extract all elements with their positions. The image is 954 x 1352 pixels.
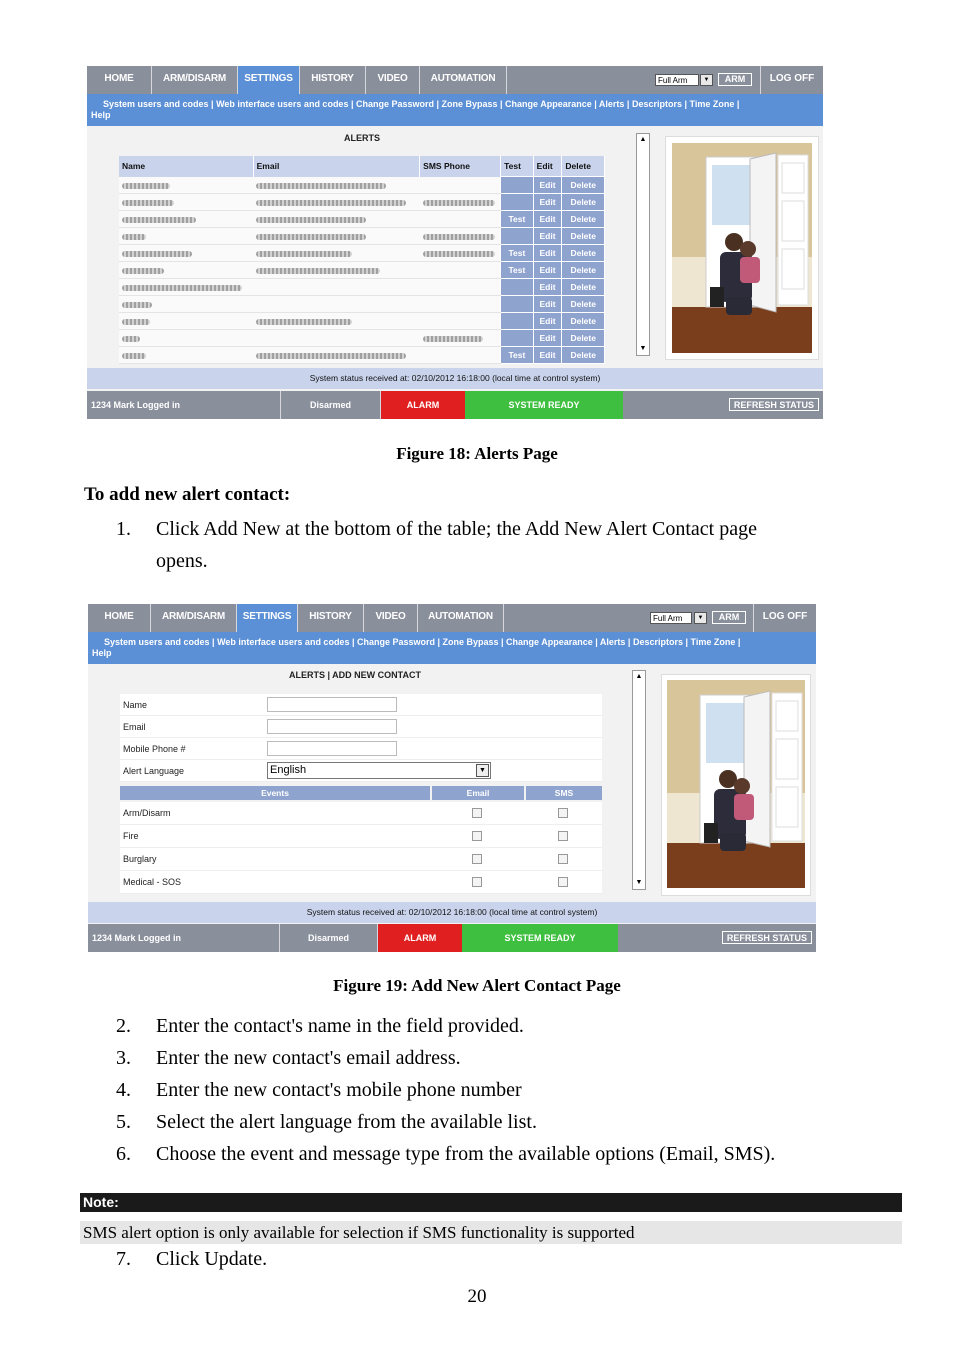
panel-title: ALERTS (344, 133, 380, 143)
mobile-row (120, 738, 602, 760)
refresh-status-button[interactable]: REFRESH STATUS (722, 931, 812, 944)
logged-in-user: 1234 Mark Logged in (87, 391, 281, 419)
tab-video[interactable]: VIDEO (366, 66, 420, 94)
name-input[interactable] (267, 697, 397, 712)
test-button (501, 313, 534, 330)
email-checkbox[interactable] (472, 808, 482, 818)
test-button (501, 228, 534, 245)
contact-name-cell (119, 262, 253, 279)
contact-email-cell (253, 262, 420, 279)
email-checkbox[interactable] (472, 831, 482, 841)
contact-name-cell (119, 211, 253, 228)
family-at-door-image (666, 137, 818, 359)
refresh-area (623, 391, 823, 419)
redacted-text (256, 353, 406, 359)
edit-button[interactable]: Edit (533, 296, 562, 313)
event-label: Burglary (123, 854, 157, 864)
test-button[interactable]: Test (501, 245, 534, 262)
redacted-text (122, 183, 170, 189)
test-button (501, 330, 534, 347)
contact-sms-cell (420, 228, 501, 245)
step-number: 5. (116, 1111, 131, 1133)
edit-button[interactable]: Edit (533, 313, 562, 330)
contact-email-cell (253, 330, 420, 347)
tab-home[interactable]: HOME (87, 66, 152, 94)
family-at-door-image (662, 675, 810, 895)
edit-button[interactable]: Edit (533, 245, 562, 262)
status-footer (87, 391, 823, 419)
step-text: Click Add New at the bottom of the table; the Add New Alert Contact page (156, 518, 757, 540)
test-button[interactable]: Test (501, 211, 534, 228)
redacted-text (256, 268, 380, 274)
contact-name-cell (119, 228, 253, 245)
event-row (120, 802, 602, 825)
contact-sms-cell (420, 279, 501, 296)
redacted-text (122, 302, 152, 308)
contact-name-cell (119, 313, 253, 330)
language-value: English (270, 764, 307, 776)
edit-button[interactable]: Edit (533, 177, 562, 194)
scroll-up-icon[interactable]: ▲ (639, 136, 647, 143)
col-name: Name (119, 156, 253, 177)
tab-history[interactable]: HISTORY (300, 66, 366, 94)
contact-name-cell (119, 177, 253, 194)
logged-in-user: 1234 Mark Logged in (88, 924, 280, 952)
refresh-area (618, 924, 816, 952)
figure-18-caption: Figure 18: Alerts Page (396, 444, 558, 463)
nav-controls (507, 66, 761, 94)
disarmed-status: Disarmed (281, 391, 381, 419)
event-label: Arm/Disarm (123, 808, 171, 818)
contact-email-cell (253, 194, 420, 211)
step-item (116, 1010, 896, 1042)
top-nav (88, 604, 816, 632)
step-item (116, 1042, 896, 1074)
step-number: 1. (116, 518, 131, 540)
arm-mode-select[interactable]: Full Arm (655, 74, 699, 86)
test-button (501, 194, 534, 211)
step-number: 3. (116, 1047, 131, 1069)
status-message: System status received at: 02/10/2012 16:18:00 (local time at control system) (88, 902, 816, 923)
redacted-text (423, 251, 495, 257)
step-item (116, 1106, 896, 1138)
step-text: Enter the new contact's email address. (156, 1047, 461, 1069)
table-header (119, 156, 605, 177)
step-number: 4. (116, 1079, 131, 1101)
nav-controls (504, 604, 754, 632)
edit-button[interactable]: Edit (533, 211, 562, 228)
sms-checkbox[interactable] (558, 854, 568, 864)
settings-links[interactable]: System users and codes | Web interface users and codes | Change Password | Zone Bypass | Change Appearance | Alerts | Descriptors | Time Zone | (103, 99, 740, 109)
table-row (119, 330, 605, 347)
tab-automation[interactable]: AUTOMATION (420, 66, 507, 94)
table-row (119, 245, 605, 262)
alarm-status: ALARM (381, 391, 465, 419)
arm-button[interactable]: ARM (718, 73, 752, 86)
contact-name-cell (119, 279, 253, 296)
table-row (119, 262, 605, 279)
contact-sms-cell (420, 262, 501, 279)
settings-subnav[interactable] (88, 632, 816, 664)
edit-button[interactable]: Edit (533, 279, 562, 296)
logoff-button[interactable]: LOG OFF (769, 73, 815, 84)
page-number: 20 (467, 1286, 487, 1307)
add-contact-form (120, 694, 602, 894)
tab-arm-disarm[interactable]: ARM/DISARM (152, 66, 238, 94)
tab-settings[interactable]: SETTINGS (237, 604, 298, 632)
redacted-text (423, 200, 495, 206)
contact-sms-cell (420, 194, 501, 211)
col-delete: Delete (562, 156, 605, 177)
scroll-down-icon[interactable]: ▼ (639, 345, 647, 352)
contact-email-cell (253, 279, 420, 296)
delete-button[interactable]: Delete (562, 330, 605, 347)
mobile-input[interactable] (267, 741, 397, 756)
delete-button[interactable]: Delete (562, 347, 605, 364)
test-button (501, 279, 534, 296)
delete-button[interactable]: Delete (562, 296, 605, 313)
chevron-down-icon[interactable]: ▼ (476, 764, 489, 777)
contact-email-cell (253, 296, 420, 313)
alerts-table (119, 156, 605, 364)
email-row (120, 716, 602, 738)
contact-email-cell (253, 228, 420, 245)
step-text: Click Update. (156, 1248, 268, 1270)
email-input[interactable] (267, 719, 397, 734)
table-row (119, 296, 605, 313)
system-ready-status: SYSTEM READY (462, 924, 618, 952)
contact-name-cell (119, 194, 253, 211)
family-photo (665, 136, 819, 360)
step-item (116, 1074, 896, 1106)
redacted-text (122, 268, 164, 274)
tab-arm-disarm[interactable]: ARM/DISARM (151, 604, 237, 632)
contact-sms-cell (420, 313, 501, 330)
tab-video[interactable]: VIDEO (364, 604, 418, 632)
event-label: Medical - SOS (123, 877, 182, 887)
contact-sms-cell (420, 330, 501, 347)
scroll-down-icon[interactable]: ▼ (635, 879, 643, 886)
col-edit: Edit (533, 156, 562, 177)
figure-19-screenshot (88, 604, 816, 952)
table-row (119, 211, 605, 228)
test-button[interactable]: Test (501, 262, 534, 279)
redacted-text (122, 217, 196, 223)
redacted-text (122, 336, 140, 342)
edit-button[interactable]: Edit (533, 262, 562, 279)
contact-sms-cell (420, 296, 501, 313)
step-1 (116, 513, 876, 577)
edit-button[interactable]: Edit (533, 330, 562, 347)
contact-sms-cell (420, 245, 501, 262)
contact-email-cell (253, 177, 420, 194)
panel-title: ALERTS | ADD NEW CONTACT (289, 670, 422, 680)
step-number: 2. (116, 1015, 131, 1037)
edit-button[interactable]: Edit (533, 228, 562, 245)
redacted-text (122, 353, 146, 359)
disarmed-status: Disarmed (280, 924, 378, 952)
redacted-text (122, 200, 174, 206)
redacted-text (122, 251, 192, 257)
mobile-label: Mobile Phone # (123, 744, 186, 754)
delete-button[interactable]: Delete (562, 194, 605, 211)
col-sms-phone: SMS Phone (420, 156, 501, 177)
name-label: Name (123, 700, 148, 710)
form-scrollbar[interactable] (632, 670, 646, 890)
table-row (119, 177, 605, 194)
contact-sms-cell (420, 211, 501, 228)
table-row (119, 313, 605, 330)
redacted-text (256, 319, 352, 325)
step-text-continued: opens. (156, 550, 208, 572)
contact-email-cell (253, 313, 420, 330)
redacted-text (256, 251, 352, 257)
sms-checkbox[interactable] (558, 808, 568, 818)
delete-button[interactable]: Delete (562, 177, 605, 194)
arm-button[interactable]: ARM (712, 611, 746, 624)
chevron-down-icon[interactable]: ▼ (700, 74, 713, 86)
scroll-up-icon[interactable]: ▲ (635, 673, 643, 680)
redacted-text (423, 234, 495, 240)
status-message: System status received at: 02/10/2012 16:18:00 (local time at control system) (87, 368, 823, 389)
contact-name-cell (119, 245, 253, 262)
delete-button[interactable]: Delete (562, 313, 605, 330)
arm-mode-select[interactable]: Full Arm (650, 612, 692, 624)
status-footer (88, 924, 816, 952)
contact-email-cell (253, 211, 420, 228)
help-link[interactable]: Help (92, 648, 112, 658)
section-heading: To add new alert contact: (84, 484, 291, 505)
email-checkbox[interactable] (472, 854, 482, 864)
system-ready-status: SYSTEM READY (465, 391, 623, 419)
delete-button[interactable]: Delete (562, 279, 605, 296)
events-header: Events (120, 786, 430, 800)
language-label: Alert Language (123, 766, 185, 776)
delete-button[interactable]: Delete (562, 211, 605, 228)
figure-19-caption: Figure 19: Add New Alert Contact Page (333, 976, 621, 995)
col-test: Test (501, 156, 534, 177)
email-col-header: Email (432, 786, 524, 800)
redacted-text (423, 336, 483, 342)
redacted-text (122, 234, 146, 240)
contact-email-cell (253, 245, 420, 262)
figure-18-screenshot (87, 66, 823, 419)
sms-col-header: SMS (526, 786, 602, 800)
redacted-text (256, 234, 366, 240)
tab-history[interactable]: HISTORY (298, 604, 364, 632)
step-number: 6. (116, 1143, 131, 1165)
logoff-button[interactable]: LOG OFF (762, 611, 808, 622)
redacted-text (122, 319, 150, 325)
table-row (119, 194, 605, 211)
step-text: Enter the contact's name in the field provided. (156, 1015, 524, 1037)
test-button (501, 296, 534, 313)
family-photo (661, 674, 811, 896)
contact-sms-cell (420, 177, 501, 194)
language-select[interactable] (267, 762, 491, 779)
step-7 (116, 1243, 516, 1275)
table-row (119, 279, 605, 296)
step-text: Choose the event and message type from the available options (Email, SMS). (156, 1143, 776, 1165)
language-row (120, 760, 602, 782)
contact-email-cell (253, 347, 420, 364)
event-label: Fire (123, 831, 139, 841)
contact-sms-cell (420, 347, 501, 364)
settings-links[interactable]: System users and codes | Web interface users and codes | Change Password | Zone Bypass | Change Appearance | Alerts | Descriptors | Time Zone | (104, 637, 741, 647)
delete-button[interactable]: Delete (562, 228, 605, 245)
note-label: Note: (80, 1193, 902, 1212)
test-button[interactable]: Test (501, 347, 534, 364)
name-row (120, 694, 602, 716)
step-text: Select the alert language from the available list. (156, 1111, 537, 1133)
email-checkbox[interactable] (472, 877, 482, 887)
step-item (116, 1138, 896, 1170)
tab-home[interactable]: HOME (88, 604, 151, 632)
redacted-text (256, 217, 366, 223)
contact-name-cell (119, 347, 253, 364)
alerts-body (119, 177, 605, 364)
redacted-text (256, 183, 386, 189)
chevron-down-icon[interactable]: ▼ (694, 612, 707, 624)
table-scrollbar[interactable] (636, 133, 650, 356)
event-row (120, 825, 602, 848)
edit-button[interactable]: Edit (533, 347, 562, 364)
delete-button[interactable]: Delete (562, 262, 605, 279)
top-nav (87, 66, 823, 94)
settings-subnav[interactable] (87, 94, 823, 126)
refresh-status-button[interactable]: REFRESH STATUS (729, 398, 819, 411)
email-label: Email (123, 722, 146, 732)
tab-settings[interactable]: SETTINGS (238, 66, 300, 94)
sms-checkbox[interactable] (558, 877, 568, 887)
contact-name-cell (119, 330, 253, 347)
event-row (120, 848, 602, 871)
table-row (119, 347, 605, 364)
col-email: Email (253, 156, 420, 177)
delete-button[interactable]: Delete (562, 245, 605, 262)
sms-checkbox[interactable] (558, 831, 568, 841)
tab-automation[interactable]: AUTOMATION (418, 604, 504, 632)
step-text: Enter the new contact's mobile phone number (156, 1079, 522, 1101)
step-number: 7. (116, 1248, 131, 1270)
event-row (120, 871, 602, 894)
alarm-status: ALARM (378, 924, 462, 952)
test-button (501, 177, 534, 194)
redacted-text (256, 200, 406, 206)
help-link[interactable]: Help (91, 110, 111, 120)
redacted-text (122, 285, 242, 291)
contact-name-cell (119, 296, 253, 313)
table-row (119, 228, 605, 245)
edit-button[interactable]: Edit (533, 194, 562, 211)
note-text: SMS alert option is only available for selection if SMS functionality is supported (80, 1221, 902, 1244)
